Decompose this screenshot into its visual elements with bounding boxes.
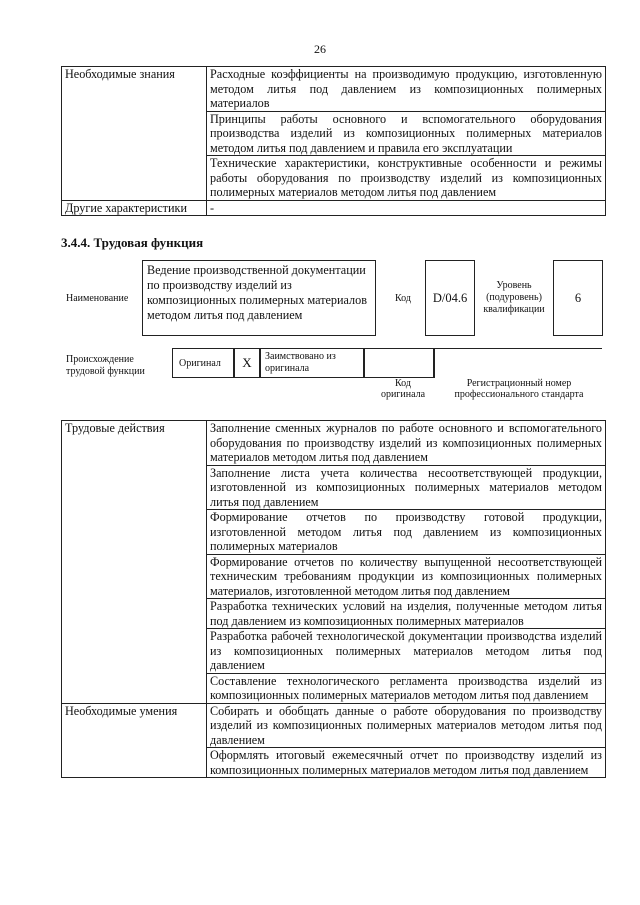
table-cell: -: [207, 200, 606, 216]
name-label: Наименование: [66, 293, 129, 304]
row-label: Необходимые знания: [62, 67, 207, 201]
table-cell: Формирование отчетов по производству готовой продукции, изготовленной методом литья под давлением из композиционных полимерных материалов: [207, 510, 606, 555]
level-value-box: 6: [553, 260, 603, 336]
level-label: Уровень (подуровень) квалификации: [483, 280, 545, 315]
table-cell: Разработка технических условий на изделия, полученные методом литья под давлением из композиционных полимерных материалов: [207, 599, 606, 629]
registration-number-cell: [434, 348, 602, 378]
code-value-box: D/04.6: [425, 260, 475, 336]
table-row: [62, 421, 606, 466]
table-cell: Заполнение листа учета количества несоответствующей продукции, изготовленной из композиционных полимерных материалов методом литья под давлением: [207, 465, 606, 510]
table-cell: Собирать и обобщать данные о работе оборудования по производству изделий из композиционных полимерных материалов методом литья под давлением: [207, 703, 606, 748]
table-cell: Оформлять итоговый ежемесячный отчет по производству изделий из композиционных полимерных материалов методом литья под давлением: [207, 748, 606, 778]
section-heading: 3.4.4. Трудовая функция: [61, 235, 204, 250]
borrowed-label-cell: Заимствовано из оригинала: [260, 348, 364, 378]
page-number: 26: [314, 42, 326, 56]
table-cell: Расходные коэффициенты на производимую продукцию, изготовленную методом литья под давлением из композиционных полимерных материалов: [207, 67, 606, 112]
table-cell: Заполнение сменных журналов по работе основного и вспомогательного оборудования по производству изделий из композиционных полимерных материалов методом литья под давлением: [207, 421, 606, 466]
labor-actions-table: [61, 420, 606, 778]
origin-label: Происхождение трудовой функции: [66, 354, 145, 377]
registration-caption: Регистрационный номер профессионального стандарта: [454, 378, 584, 400]
row-label: Трудовые действия: [62, 421, 207, 704]
table-cell: Формирование отчетов по количеству выпущенной несоответствующей техническим требованиям продукции из композиционных полимерных материалов, изготовленной методом литья под давлением: [207, 554, 606, 599]
table-cell: Принципы работы основного и вспомогательного оборудования производства изделий из композиционных полимерных материалов методом литья под давлением и правила его эксплуатации: [207, 111, 606, 156]
table-cell: Разработка рабочей технологической документации производства изделий из композиционных полимерных материалов методом литья под давлением: [207, 629, 606, 674]
original-code-cell: [364, 348, 434, 378]
original-label-cell: Оригинал: [172, 348, 234, 378]
table-cell: Технические характеристики, конструктивные особенности и режимы работы оборудования по производству изделий из композиционных полимерных материалов методом литья под давлением: [207, 156, 606, 201]
table-row: [62, 703, 606, 748]
row-label: Необходимые умения: [62, 703, 207, 778]
table-cell: Составление технологического регламента производства изделий из композиционных полимерных материалов методом литья под давлением: [207, 673, 606, 703]
row-label: Другие характеристики: [62, 200, 207, 216]
table-row: [62, 200, 606, 216]
code-label: Код: [395, 293, 411, 304]
code-caption: Код оригинала: [380, 378, 426, 400]
function-name-box: Ведение производственной документации по производству изделий из композиционных полимерных материалов методом литья под давлением: [142, 260, 376, 336]
table-row: [62, 67, 606, 112]
knowledge-table: [61, 66, 606, 216]
original-mark-cell: X: [234, 348, 260, 378]
